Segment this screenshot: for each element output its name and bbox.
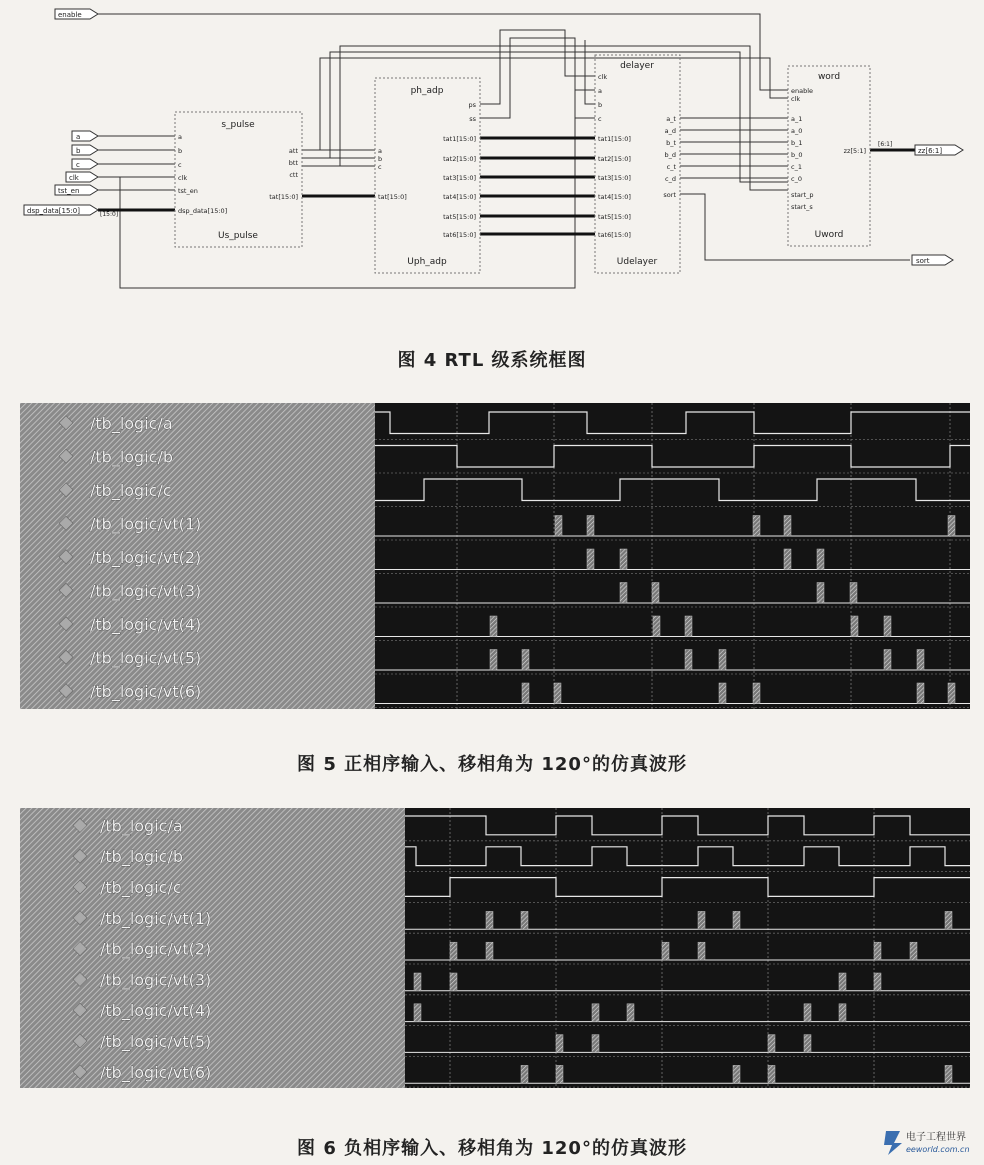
wave-panel [375,403,970,709]
signal-name-label: /tb_logic/vt(1) [90,514,202,534]
input-pin-clk [66,172,98,182]
input-pin-enable-label: enable [58,11,82,19]
block-uph-adp-title: ph_adp [410,86,444,96]
signal-name-label: /tb_logic/vt(3) [90,581,202,601]
port-label: ctt [289,171,298,179]
input-pin-dsp-data [24,205,98,215]
figure-6-caption: 图 6 负相序输入、移相角为 120°的仿真波形 [297,1138,687,1159]
pulse-mark [698,942,705,960]
block-uph-adp [375,78,480,273]
pulse-mark [948,516,955,537]
input-pin-clk-label: clk [69,174,79,182]
input-pin-tst-en-label: tst_en [58,187,80,195]
port-label: c_t [666,163,676,171]
watermark-site: 电子工程世界 [906,1132,966,1143]
pulse-mark [917,650,924,671]
port-label: tat4[15:0] [598,193,631,201]
port-label: a_t [666,115,676,123]
port-label: b_t [666,139,676,147]
input-pin-dsp-data-label: dsp_data[15:0] [27,207,80,215]
pulse-mark [768,1065,775,1083]
pulse-mark [768,1035,775,1053]
pulse-mark [839,1004,846,1022]
pulse-mark [874,942,881,960]
pulse-mark [450,973,457,991]
pulse-mark [490,650,497,671]
pulse-mark [784,549,791,570]
port-label: tat5[15:0] [598,213,631,221]
signal-name-label: /tb_logic/c [100,878,182,897]
signal-name-label: /tb_logic/vt(2) [90,547,202,567]
pulse-mark [945,911,952,929]
port-label: a [378,147,382,155]
port-label: b_1 [791,139,803,147]
pulse-mark [685,650,692,671]
bus-label-dsp: [15:0] [100,211,119,218]
waveform-figure-6 [20,808,970,1088]
port-label: c_d [665,175,676,183]
pulse-mark [698,911,705,929]
pulse-mark [450,942,457,960]
port-label: sort [663,191,676,199]
rtl-diagram-svg [0,0,984,330]
port-label: tat6[15:0] [598,231,631,239]
signal-name-label: /tb_logic/vt(5) [90,648,202,668]
eeworld-watermark [880,1125,980,1159]
port-label: a [178,133,182,141]
pulse-mark [522,683,529,704]
block-udelayer-name: Udelayer [616,257,658,267]
pulse-mark [784,516,791,537]
pulse-mark [817,549,824,570]
pulse-mark [733,911,740,929]
waveform-5-svg [20,403,970,709]
port-label: c [178,161,182,169]
pulse-mark [554,683,561,704]
bus-label-zz: [6:1] [878,141,893,148]
port-label: b [598,101,603,109]
signal-name-label: /tb_logic/c [90,480,172,500]
port-label: a [598,87,602,95]
pulse-mark [556,1065,563,1083]
pulse-mark [490,616,497,637]
pulse-mark [884,616,891,637]
port-label: a_1 [791,115,803,123]
pulse-mark [874,973,881,991]
pulse-mark [753,516,760,537]
port-label: tat[15:0] [378,193,407,201]
port-label: ps [468,101,476,109]
block-udelayer-title: delayer [620,61,654,71]
port-label: tat[15:0] [269,193,298,201]
signal-name-label: /tb_logic/vt(2) [100,939,212,959]
port-label: c [378,163,382,171]
pulse-mark [719,650,726,671]
port-label: tat4[15:0] [443,193,476,201]
pulse-mark [851,616,858,637]
signal-name-label: /tb_logic/vt(6) [100,1062,212,1082]
input-pin-b [72,145,98,155]
port-label: c_1 [791,163,802,171]
input-pin-a [72,131,98,141]
port-label: tst_en [178,187,198,195]
port-label: tat3[15:0] [443,174,476,182]
pulse-mark [414,1004,421,1022]
output-pin-zz-label: zz[6:1] [918,147,943,155]
pulse-mark [733,1065,740,1083]
pulse-mark [521,1065,528,1083]
output-pin-sort [912,255,953,265]
signal-name-label: /tb_logic/vt(3) [100,970,212,990]
input-pin-tst-en [55,185,98,195]
block-us-pulse-title: s_pulse [221,120,255,130]
port-label: enable [791,87,814,95]
pulse-mark [685,616,692,637]
signal-name-label: /tb_logic/b [90,447,173,467]
eeworld-logo [880,1125,980,1159]
output-pin-zz [915,145,963,155]
pulse-mark [592,1004,599,1022]
pulse-mark [917,683,924,704]
pulse-mark [948,683,955,704]
port-label: b_0 [791,151,803,159]
port-label: a_0 [791,127,803,135]
port-label: tat1[15:0] [443,135,476,143]
waveform-figure-5 [20,403,970,709]
pulse-mark [627,1004,634,1022]
pulse-mark [414,973,421,991]
watermark-url: eeworld.com.cn [906,1145,970,1154]
block-uword-name: Uword [814,230,844,240]
block-us-pulse-name: Us_pulse [218,231,258,241]
signal-name-label: /tb_logic/a [100,816,183,836]
pulse-mark [653,616,660,637]
input-pin-c [72,159,98,169]
pulse-mark [804,1035,811,1053]
signal-name-label: /tb_logic/a [90,413,173,433]
pulse-mark [662,942,669,960]
block-us-pulse [175,112,302,247]
port-label: tat2[15:0] [443,155,476,163]
pulse-mark [587,549,594,570]
pulse-mark [817,583,824,604]
pulse-mark [592,1035,599,1053]
port-label: btt [288,159,298,167]
signal-name-label: /tb_logic/b [100,847,183,867]
pulse-mark [620,583,627,604]
input-pin-c-label: c [76,161,80,169]
pulse-mark [753,683,760,704]
port-label: c_0 [791,175,802,183]
port-label: tat2[15:0] [598,155,631,163]
pulse-mark [521,911,528,929]
block-uword-title: word [817,72,841,82]
lightning-icon [884,1131,902,1155]
port-label: start_s [791,203,813,211]
port-label: tat3[15:0] [598,174,631,182]
port-label: b [378,155,383,163]
pulse-mark [850,583,857,604]
port-label: att [288,147,298,155]
signal-name-label: /tb_logic/vt(5) [100,1032,212,1051]
port-label: clk [598,73,608,81]
port-label: c [598,115,602,123]
port-label: tat6[15:0] [443,231,476,239]
output-pin-sort-label: sort [916,257,930,265]
rtl-diagram [0,0,984,330]
port-label: tat5[15:0] [443,213,476,221]
pulse-mark [804,1004,811,1022]
block-uph-adp-name: Uph_adp [407,257,447,267]
pulse-mark [620,549,627,570]
port-label: b_d [664,151,676,159]
pulse-mark [555,516,562,537]
port-label: clk [178,174,188,182]
input-pin-b-label: b [76,147,81,155]
pulse-mark [486,942,493,960]
pulse-mark [587,516,594,537]
port-label: dsp_data[15:0] [178,207,228,215]
signal-name-label: /tb_logic/vt(6) [90,681,202,701]
signal-name-label: /tb_logic/vt(4) [100,1001,212,1021]
pulse-mark [839,973,846,991]
port-label: a_d [664,127,676,135]
pulse-mark [910,942,917,960]
port-label: clk [791,95,801,103]
input-pin-a-label: a [76,133,81,141]
pulse-mark [884,650,891,671]
port-label: ss [469,115,476,123]
port-label: start_p [791,191,814,199]
figure-4-caption: 图 4 RTL 级系统框图 [397,350,587,371]
pulse-mark [719,683,726,704]
pulse-mark [652,583,659,604]
figure-5-caption: 图 5 正相序输入、移相角为 120°的仿真波形 [297,754,687,775]
waveform-6-svg [20,808,970,1088]
pulse-mark [945,1065,952,1083]
signal-name-label: /tb_logic/vt(1) [100,908,212,928]
pulse-mark [556,1035,563,1053]
pulse-mark [486,911,493,929]
port-label: tat1[15:0] [598,135,631,143]
input-pin-enable [55,9,98,19]
port-label: zz[5:1] [843,147,866,155]
pulse-mark [522,650,529,671]
port-label: b [178,147,183,155]
block-uword [788,66,870,246]
block-udelayer [595,55,680,273]
signal-name-label: /tb_logic/vt(4) [90,614,202,634]
